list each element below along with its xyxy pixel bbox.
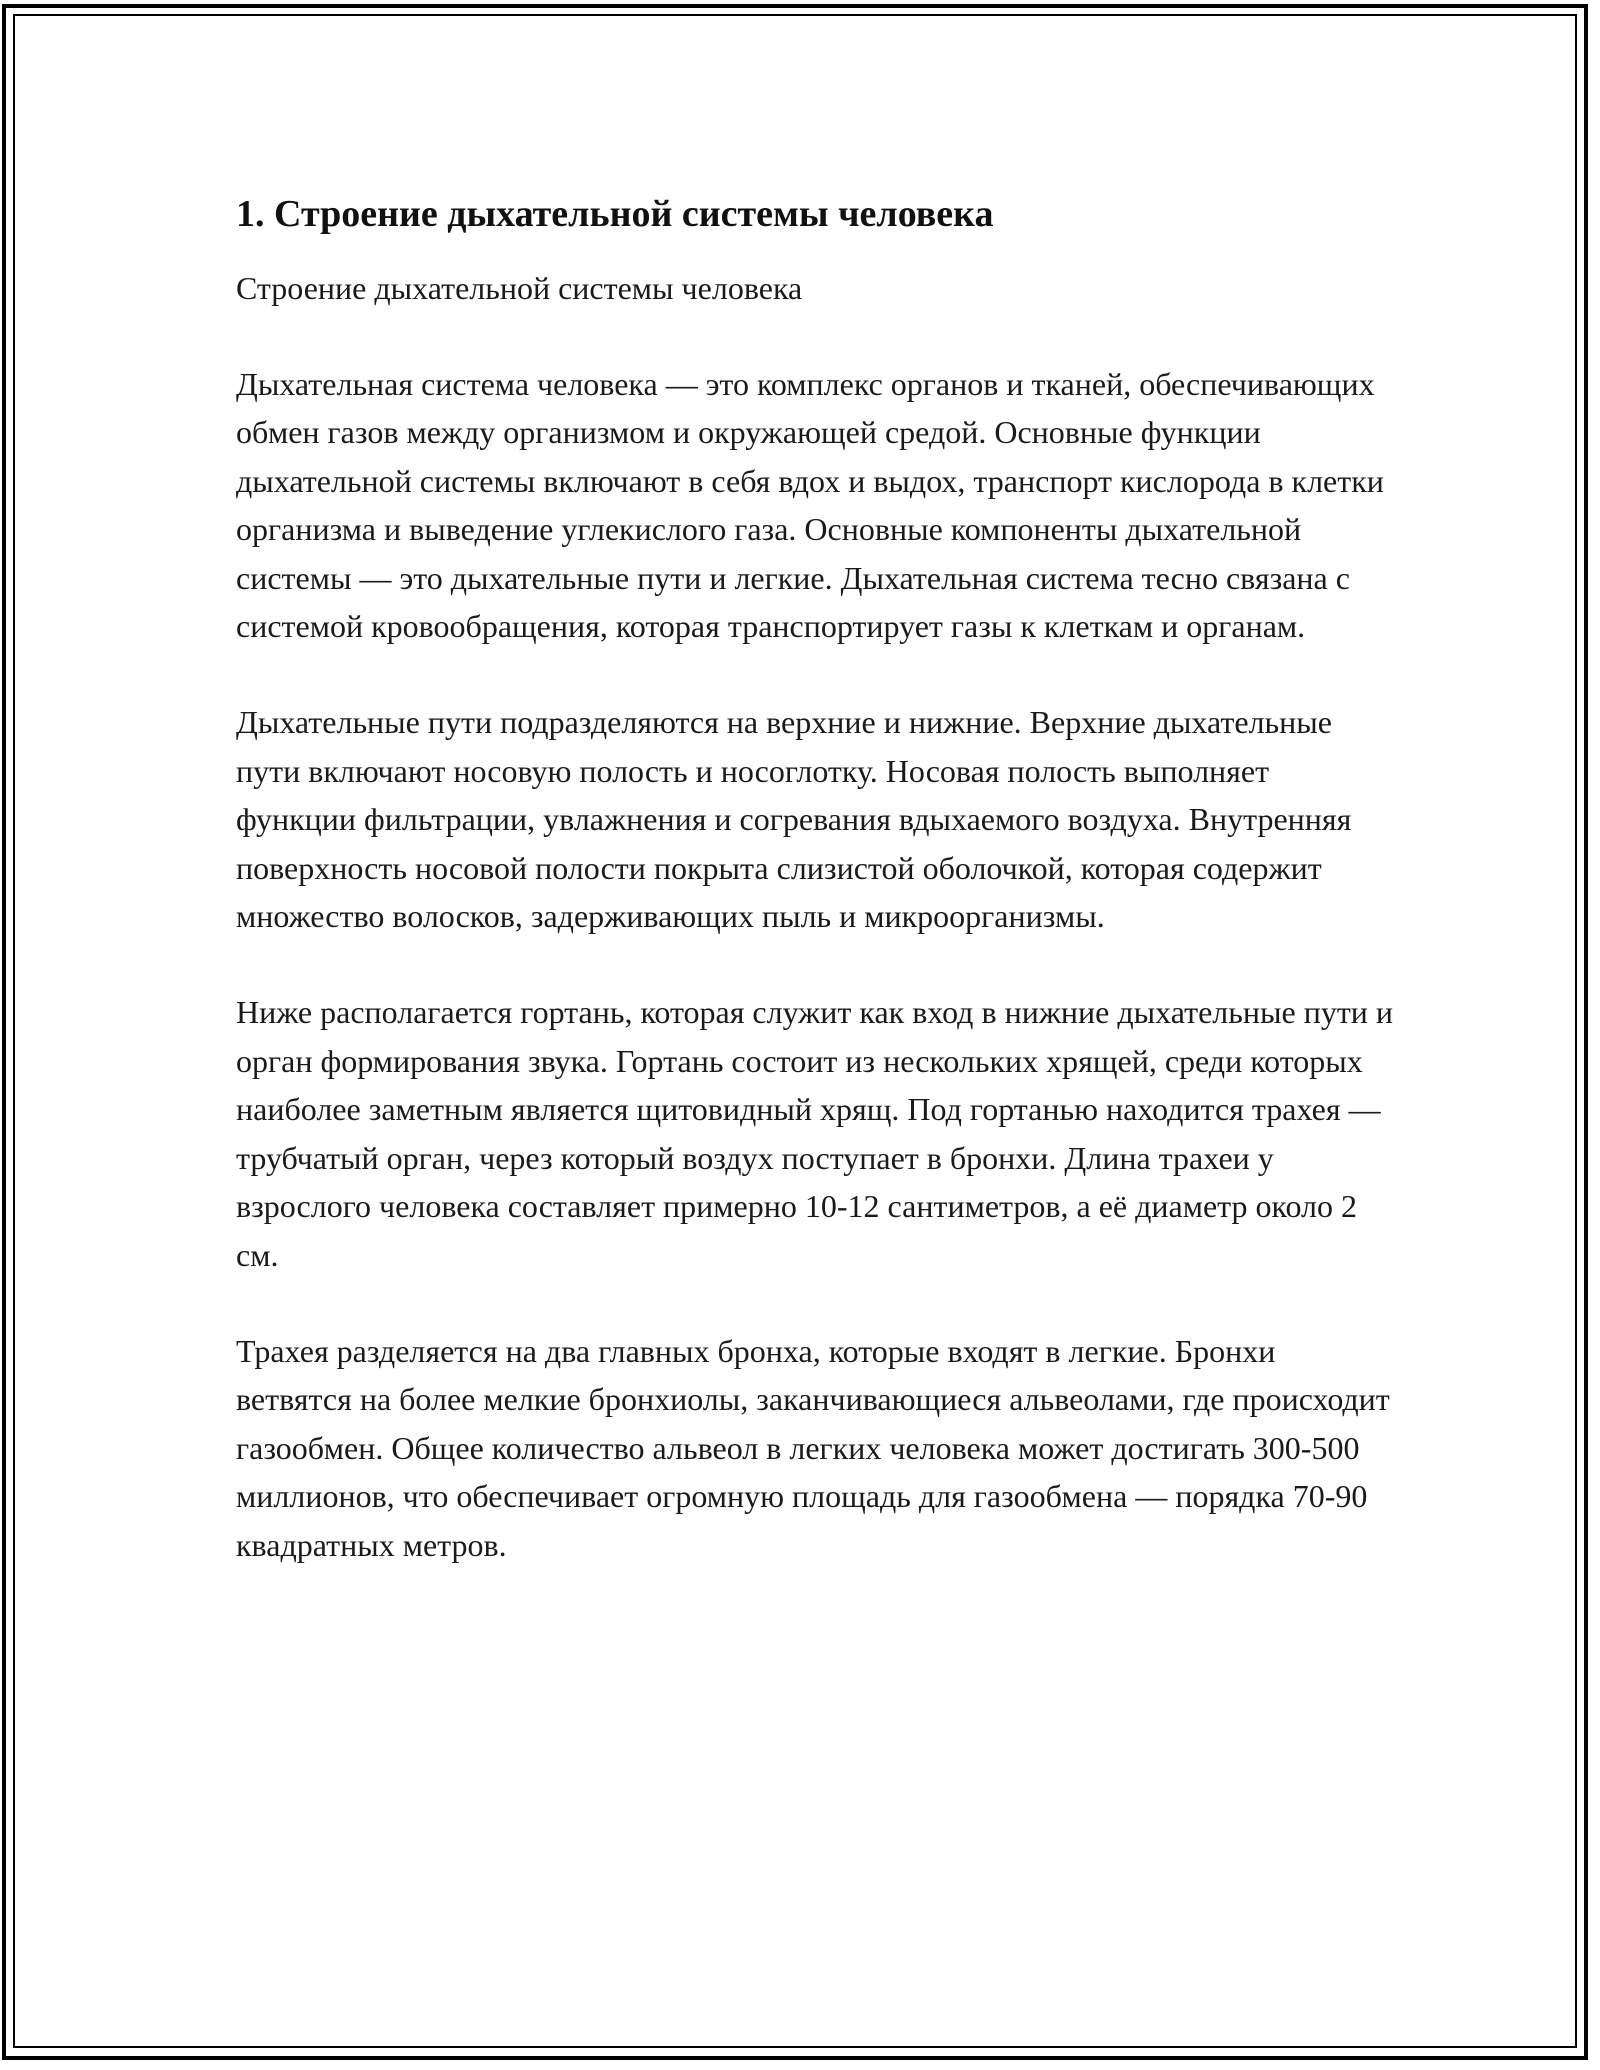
paragraph: Дыхательная система человека — это комплекс органов и тканей, обеспечивающих обмен газов между организмом и окружающей средой. Основные функции дыхательной системы включают в себя вдох и выдох, транспорт кислорода в клетки организма и выведение углекислого газа. Основные компоненты дыхательной системы — это дыхательные пути и легкие. Дыхательная система тесно связана с системой кровообращения, которая транспортирует газы к клеткам и органам. — [236, 366, 1384, 645]
section-subtitle: Строение дыхательной системы человека — [236, 270, 803, 306]
paragraph: Ниже располагается гортань, которая служит как вход в нижние дыхательные пути и орган формирования звука. Гортань состоит из нескольких хрящей, среди которых наиболее заметным является щитовидный хрящ. Под гортанью находится трахея — трубчатый орган, через который воздух поступает в бронхи. Длина трахеи у взрослого человека составляет примерно 10-12 сантиметров, а её диаметр около 2 см. — [236, 994, 1394, 1273]
document-body — [236, 188, 1396, 1617]
section-heading: 1. Строение дыхательной системы человека — [236, 193, 994, 235]
paragraph: Трахея разделяется на два главных бронха, которые входят в легкие. Бронхи ветвятся на более мелкие бронхиолы, заканчивающиеся альвеолами, где происходит газообмен. Общее количество альвеол в легких человека может достигать 300-500 миллионов, что обеспечивает огромную площадь для газообмена — порядка 70-90 квадратных метров. — [236, 1332, 1390, 1563]
paragraph: Дыхательные пути подразделяются на верхние и нижние. Верхние дыхательные пути включают носовую полость и носоглотку. Носовая полость выполняет функции фильтрации, увлажнения и согревания вдыхаемого воздуха. Внутренняя поверхность носовой полости покрыта слизистой оболочкой, которая содержит множество волосков, задерживающих пыль и микроорганизмы. — [236, 704, 1352, 935]
